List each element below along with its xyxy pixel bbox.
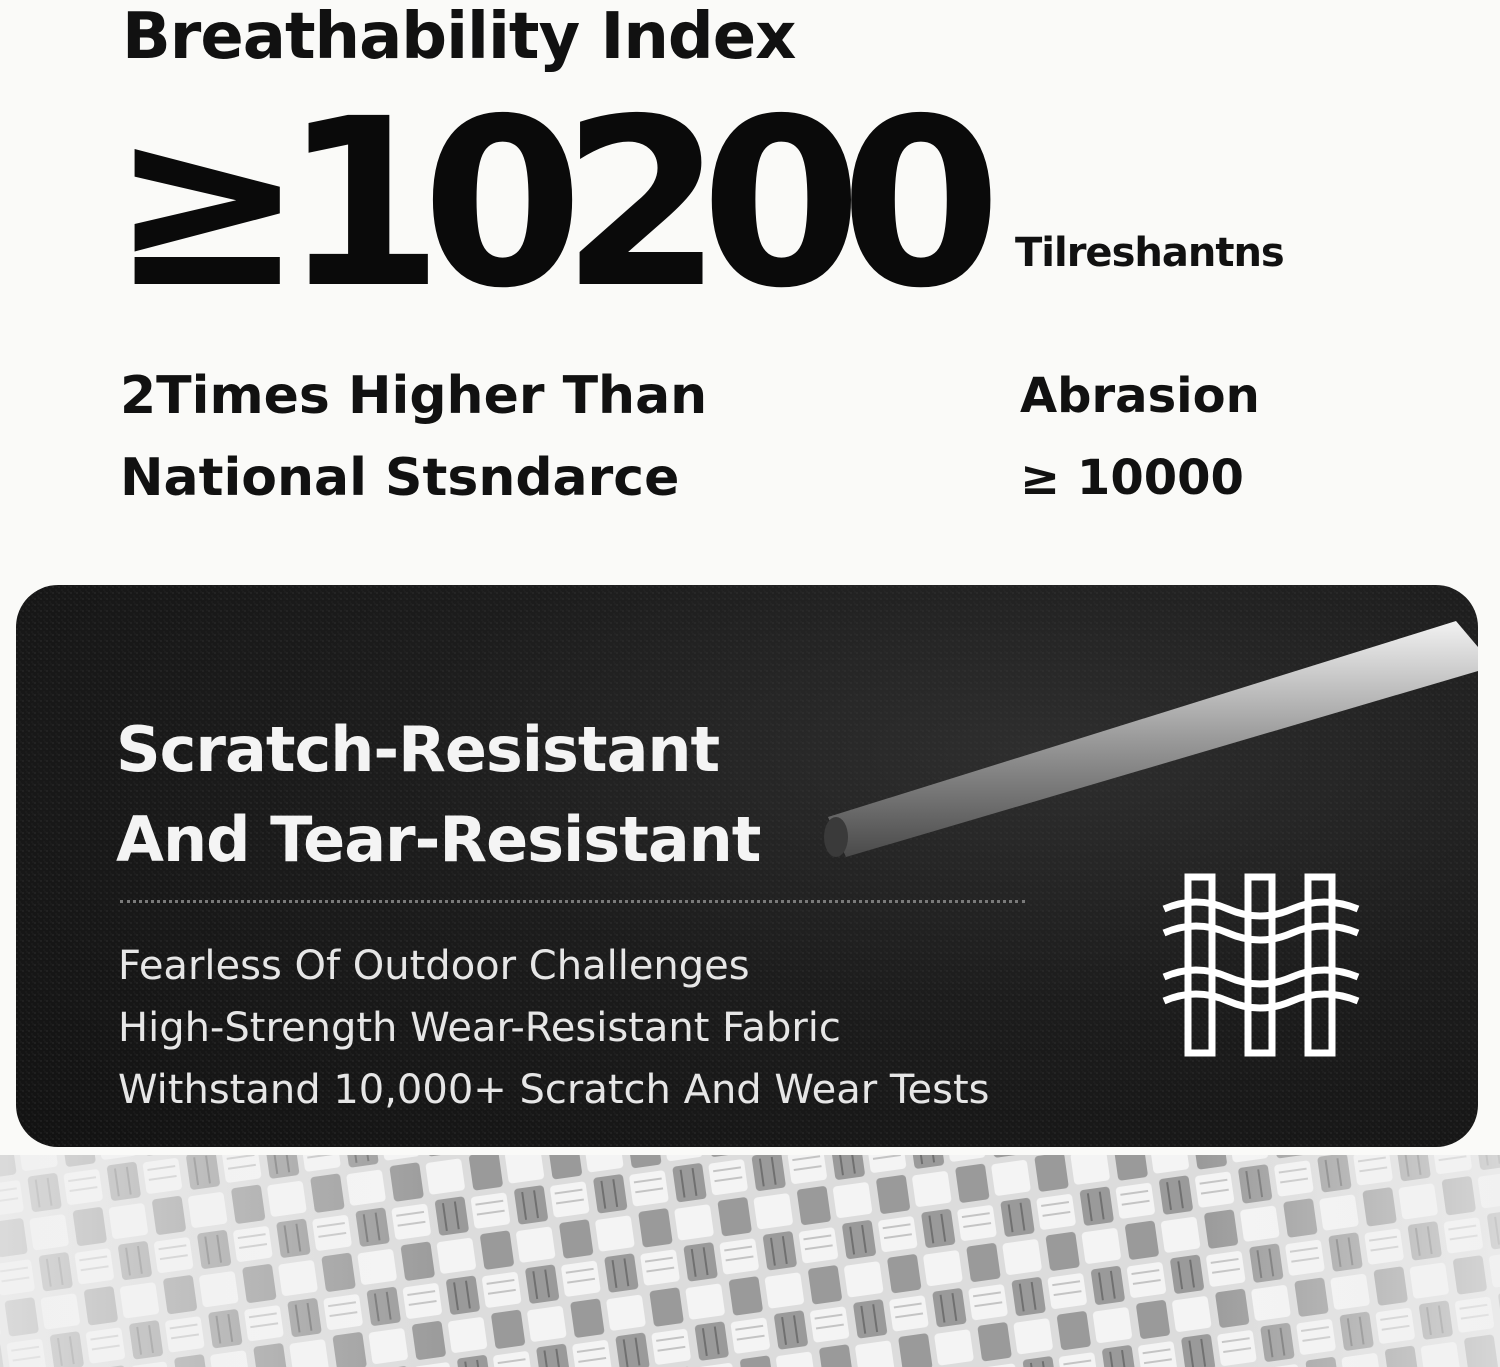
feature-line: High-Strength Wear-Resistant Fabric — [118, 1005, 841, 1051]
spec-section — [0, 0, 1500, 575]
dotted-divider — [120, 900, 1025, 903]
woven-fabric-icon — [1156, 871, 1366, 1061]
card-heading-line-2: And Tear-Resistant — [116, 803, 761, 876]
abrasion-label: Abrasion — [1020, 368, 1260, 424]
fabric-weave-pattern — [0, 1155, 1500, 1367]
breathability-unit: Tilreshantns — [1015, 230, 1284, 276]
fabric-closeup-image — [0, 1155, 1500, 1367]
feature-line: Fearless Of Outdoor Challenges — [118, 943, 750, 989]
breathability-value: ≥10200 — [110, 69, 980, 339]
abrasion-value: ≥ 10000 — [1020, 450, 1244, 506]
card-feature-list — [118, 935, 990, 1121]
abrasion-spec — [1020, 355, 1260, 519]
card-heading-line-1: Scratch-Resistant — [116, 713, 720, 786]
comparison-line-2: National Stsndarce — [120, 448, 680, 508]
comparison-text — [120, 355, 707, 519]
card-heading — [116, 705, 760, 885]
scratch-resistant-card — [16, 585, 1478, 1147]
feature-line: Withstand 10,000+ Scratch And Wear Tests — [118, 1067, 990, 1113]
comparison-line-1: 2Times Higher Than — [120, 366, 708, 426]
breathability-title: Breathability Index — [122, 0, 796, 74]
